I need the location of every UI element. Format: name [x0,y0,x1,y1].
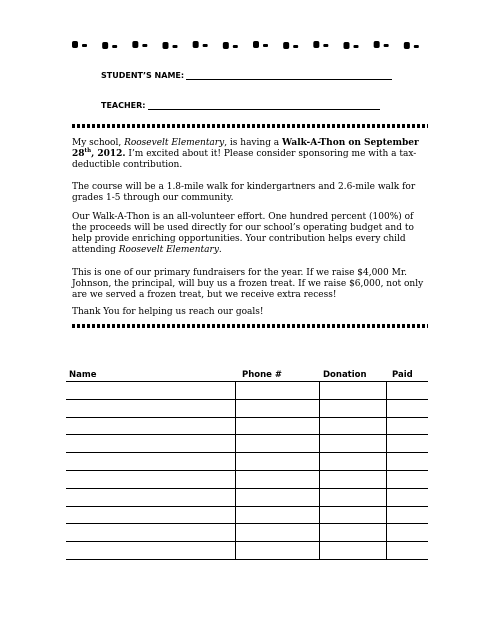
student-name-label: STUDENT’S NAME: [101,71,185,80]
sponsor-row [66,507,428,525]
phone-cell[interactable] [236,489,320,506]
banner-footprint-icon [374,41,389,48]
phone-cell[interactable] [236,471,320,488]
name-cell[interactable] [66,542,236,559]
donation-cell[interactable] [320,524,387,541]
sponsor-row [66,542,428,560]
paid-cell[interactable] [387,453,428,470]
header-donation: Donation [323,370,367,380]
name-cell[interactable] [66,418,236,435]
sponsor-table-header [66,370,428,382]
name-cell[interactable] [66,471,236,488]
banner-footprint-icon [102,42,117,49]
banner-footprint-icon [163,42,178,49]
sponsor-row [66,400,428,418]
decorative-banner [68,40,430,50]
teacher-line[interactable] [148,101,380,110]
phone-cell[interactable] [236,542,320,559]
paid-cell[interactable] [387,507,428,524]
sponsor-row [66,524,428,542]
banner-footprint-icon [253,41,268,48]
phone-cell[interactable] [236,382,320,399]
banner-footprint-icon [193,41,208,48]
name-cell[interactable] [66,524,236,541]
banner-footprint-icon [72,41,87,48]
paid-cell[interactable] [387,542,428,559]
banner-footprint-icon [404,42,419,49]
letter-paragraph-fundraiser: This is one of our primary fundraisers for the year. If we raise $4,000 Mr. Johnson, the principal, will buy us a frozen treat. If we raise $6,000, not only are we served a frozen treat, but we receive extra recess! [72,268,424,300]
donation-cell[interactable] [320,471,387,488]
name-cell[interactable] [66,507,236,524]
letter-paragraph-volunteer: Our Walk-A-Thon is an all-volunteer effort. One hundred percent (100%) of the proceeds will be used directly for our school’s operating budget and to help provide enriching opportunities. Your contribution helps every child attending Roosevelt Elementary. [72,212,414,255]
sponsor-row [66,471,428,489]
sponsor-row [66,435,428,453]
student-name-field [101,71,392,80]
banner-footprint-icon [223,42,238,49]
name-cell[interactable] [66,382,236,399]
donation-cell[interactable] [320,507,387,524]
sponsor-table [66,370,428,560]
teacher-field [101,101,380,110]
dotted-divider-bottom [72,324,428,328]
teacher-label: TEACHER: [101,101,146,110]
sponsor-table-body [66,382,428,560]
banner-footprint-icon [132,41,147,48]
donation-cell[interactable] [320,453,387,470]
donation-cell[interactable] [320,489,387,506]
phone-cell[interactable] [236,524,320,541]
donation-cell[interactable] [320,382,387,399]
paid-cell[interactable] [387,489,428,506]
sponsor-row [66,382,428,400]
paid-cell[interactable] [387,471,428,488]
sponsor-row [66,453,428,471]
banner-footprint-icon [313,41,328,48]
sponsor-row [66,418,428,436]
name-cell[interactable] [66,400,236,417]
letter-paragraph-course: The course will be a 1.8-mile walk for kindergartners and 2.6-mile walk for grades 1-5 through our community. [72,182,416,203]
sponsor-row [66,489,428,507]
paid-cell[interactable] [387,435,428,452]
phone-cell[interactable] [236,435,320,452]
phone-cell[interactable] [236,418,320,435]
paid-cell[interactable] [387,418,428,435]
donation-cell[interactable] [320,418,387,435]
name-cell[interactable] [66,489,236,506]
phone-cell[interactable] [236,453,320,470]
donation-cell[interactable] [320,542,387,559]
donation-cell[interactable] [320,400,387,417]
header-paid: Paid [392,370,413,380]
banner-footprint-icon [344,42,359,49]
header-phone: Phone # [242,370,283,380]
letter-paragraph-thanks: Thank You for helping us reach our goals! [72,307,264,317]
paid-cell[interactable] [387,382,428,399]
student-name-line[interactable] [186,71,392,80]
paid-cell[interactable] [387,524,428,541]
name-cell[interactable] [66,435,236,452]
phone-cell[interactable] [236,507,320,524]
name-cell[interactable] [66,453,236,470]
dotted-divider-top [72,124,428,128]
paid-cell[interactable] [387,400,428,417]
letter-paragraph-intro: My school, Roosevelt Elementary, is having a Walk-A-Thon on September 28th, 2012. I’m excited about it! Please consider sponsoring me with a tax-deductible contribution. [72,138,419,170]
phone-cell[interactable] [236,400,320,417]
header-name: Name [69,370,97,380]
donation-cell[interactable] [320,435,387,452]
banner-footprint-icon [283,42,298,49]
